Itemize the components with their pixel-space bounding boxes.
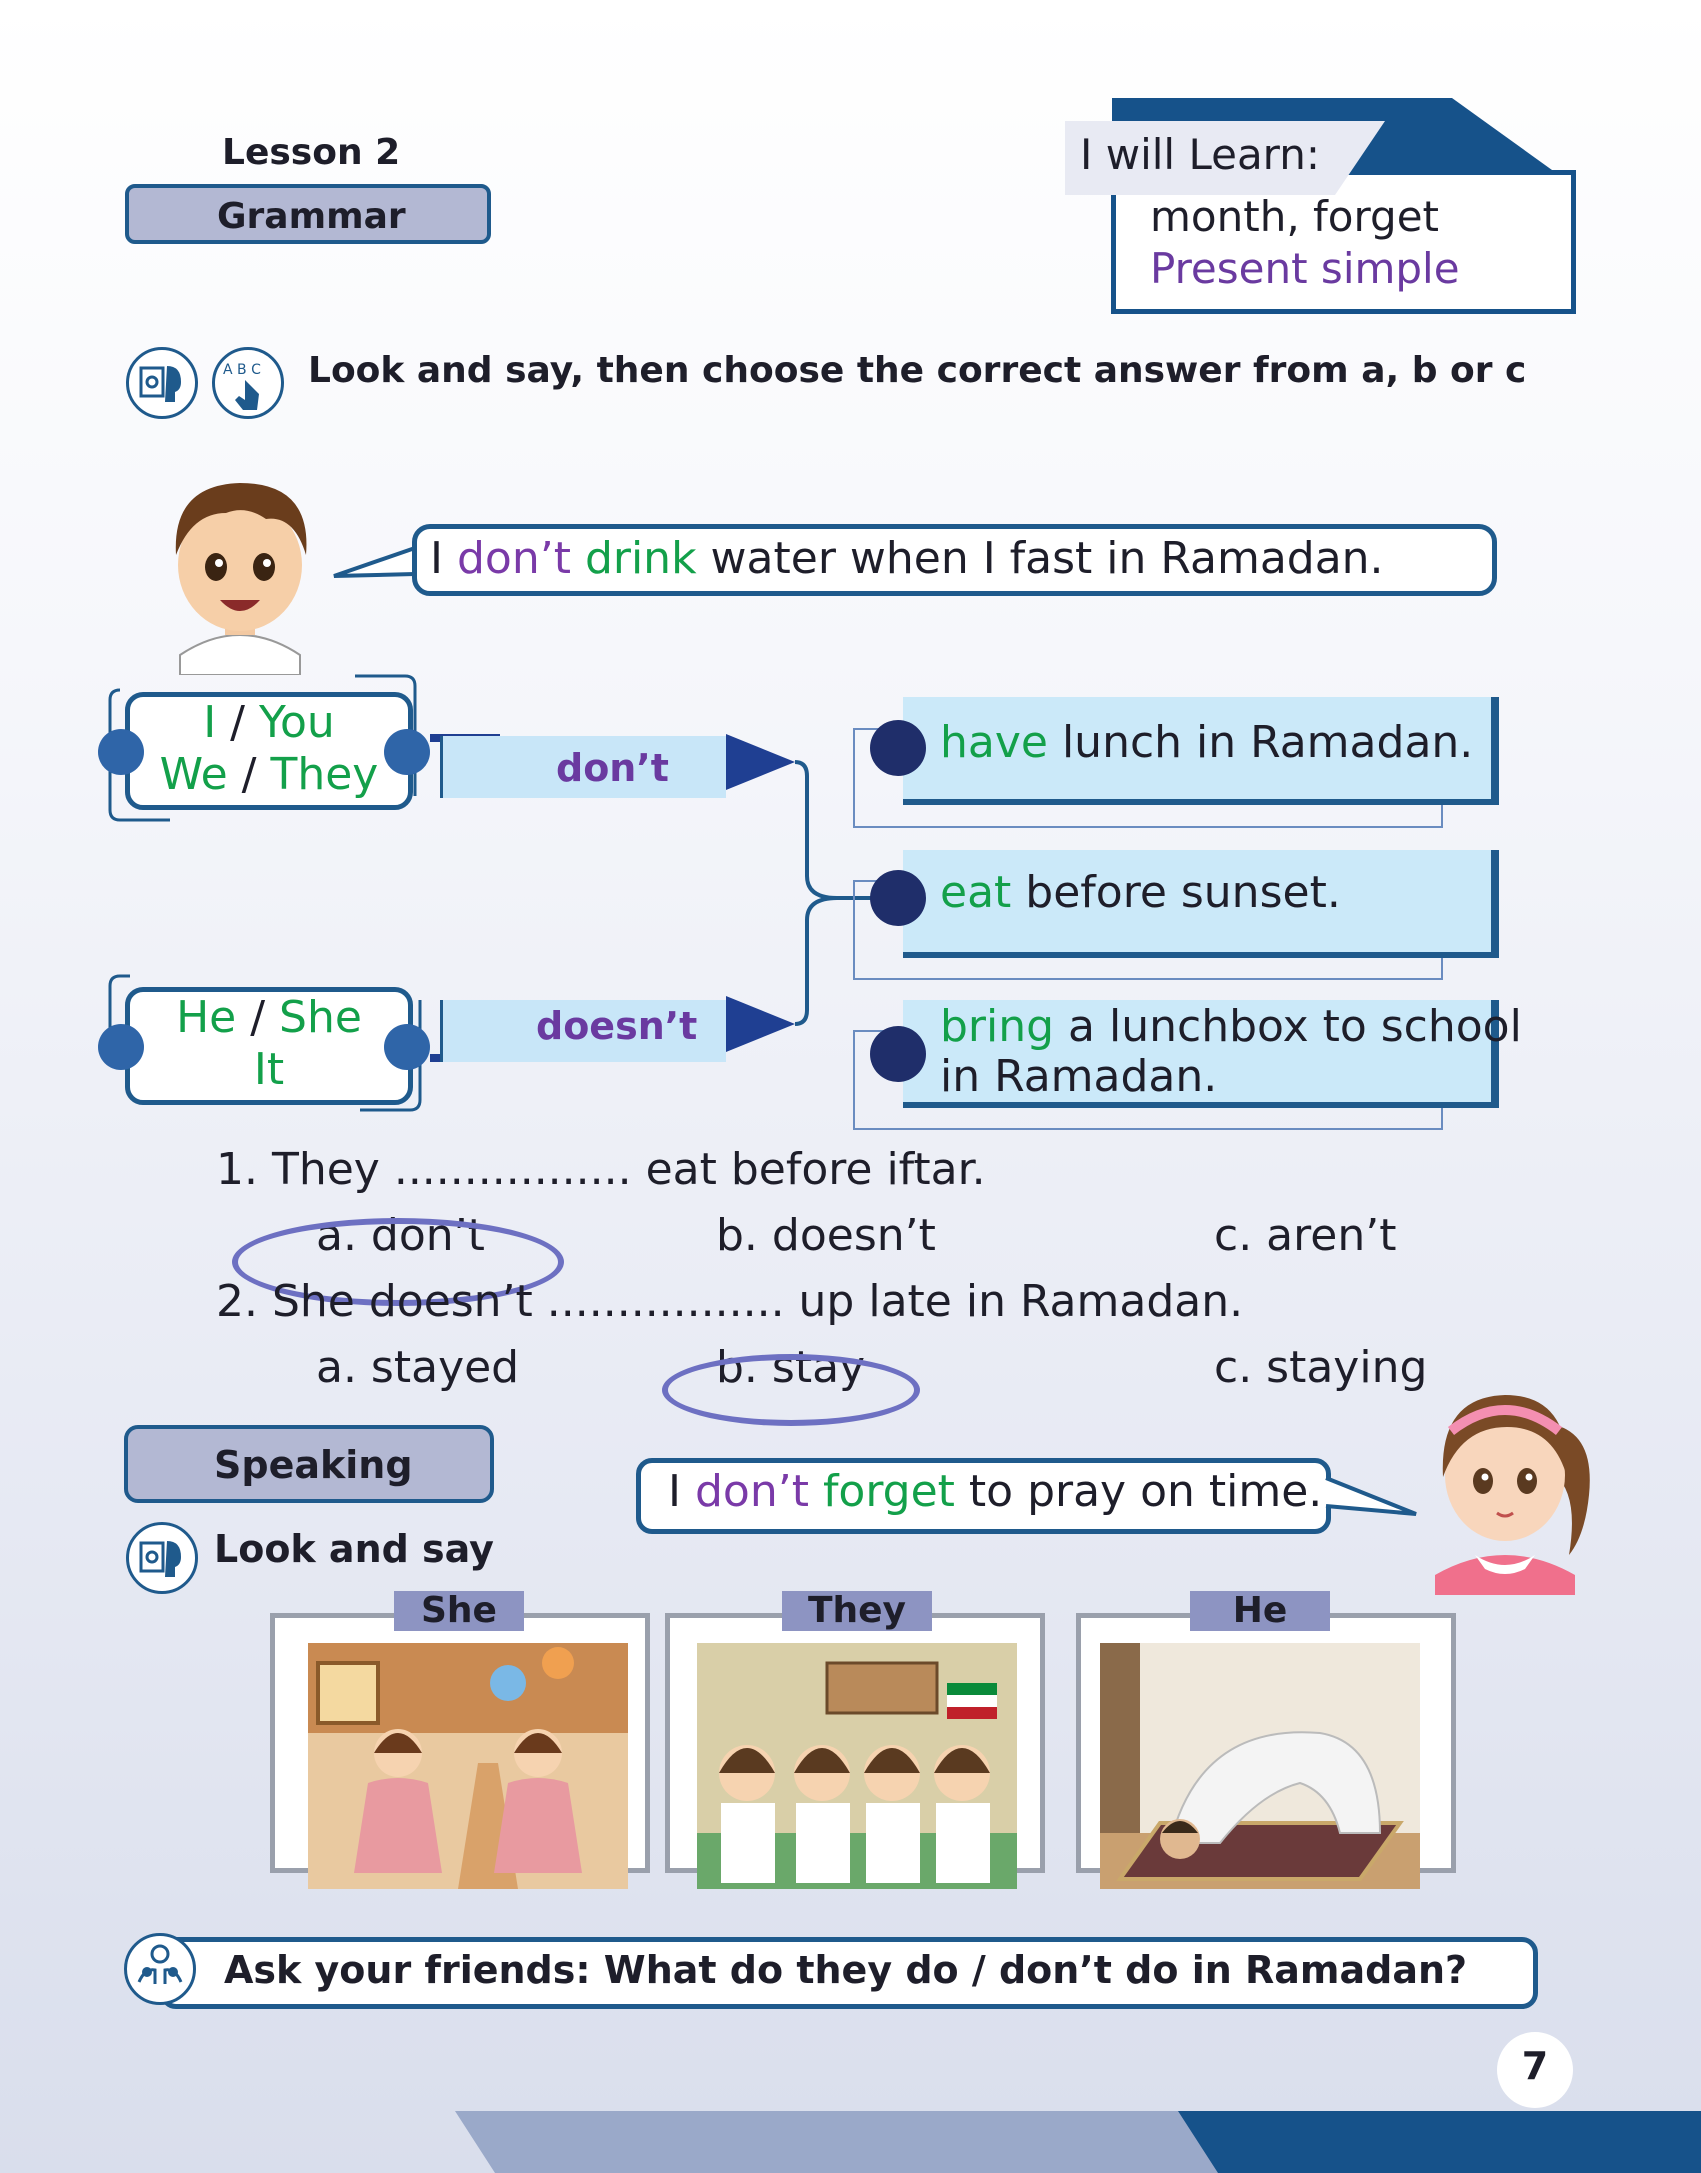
speaking-section-tab <box>124 1425 494 1503</box>
answer-verb: eat <box>940 867 1012 918</box>
girl-speech-text <box>668 1466 1322 1517</box>
answer-line2: in Ramadan. <box>940 1051 1218 1102</box>
dont-label: don’t <box>556 746 669 790</box>
learn-grammar: Present simple <box>1150 244 1460 293</box>
discussion-icon <box>124 1933 196 2005</box>
speech-pre: I <box>668 1466 695 1517</box>
speech-post: water when I fast in Ramadan. <box>696 533 1384 584</box>
connector-dot <box>98 1024 144 1070</box>
connector-dot <box>384 729 430 775</box>
connector-dot <box>98 729 144 775</box>
speech-post: to pray on time. <box>954 1466 1323 1517</box>
answer-text-3 <box>940 1002 1522 1102</box>
page-number: 7 <box>1521 2044 1549 2088</box>
answer-verb: have <box>940 717 1048 768</box>
girl-illustration <box>1405 1365 1605 1595</box>
photo-girls-walking <box>308 1643 628 1889</box>
footer-band-dark <box>1178 2111 1701 2173</box>
question-1-stem: 1. They ................. eat before iftar. <box>216 1144 986 1195</box>
speech-pre: I <box>430 533 457 584</box>
learn-title: I will Learn: <box>1080 130 1320 179</box>
answer-dot <box>870 1026 926 1082</box>
answer-text-2 <box>940 868 1341 918</box>
subject-you: You <box>258 697 335 748</box>
look-say-icon <box>126 1522 198 1594</box>
subject-i: I <box>203 697 217 748</box>
answer-verb: bring <box>940 1001 1055 1052</box>
photo-label-they: They <box>782 1591 932 1631</box>
subject-it: It <box>253 1044 285 1095</box>
subject-they: They <box>270 749 379 800</box>
speech-negative: don’t <box>456 533 571 584</box>
answer-circle-2 <box>662 1354 920 1426</box>
subject-box-plural <box>125 692 413 810</box>
question-1-option-c[interactable]: c. aren’t <box>1214 1210 1397 1261</box>
subject-sep: / <box>236 992 280 1043</box>
photo-man-praying <box>1100 1643 1420 1889</box>
question-2-option-b[interactable]: b. stay <box>716 1342 866 1393</box>
subject-he: He <box>176 992 237 1043</box>
ask-friends-prompt: Ask your friends: What do they do / don’t do in Ramadan? <box>224 1948 1468 1992</box>
subject-box-singular <box>125 987 413 1105</box>
answer-dot <box>870 720 926 776</box>
doesnt-label: doesn’t <box>536 1004 698 1048</box>
connector-dot <box>384 1024 430 1070</box>
photo-boys-praying <box>697 1643 1017 1889</box>
subject-sep: / <box>216 697 259 748</box>
speech-verb: drink <box>570 533 697 584</box>
question-2-stem: 2. She doesn’t ................. up late in Ramadan. <box>216 1276 1244 1327</box>
question-1-option-a[interactable]: a. don’t <box>316 1210 485 1261</box>
photo-label-he: He <box>1190 1591 1330 1631</box>
question-1-option-b[interactable]: b. doesn’t <box>716 1210 936 1261</box>
question-2-option-c[interactable]: c. staying <box>1214 1342 1428 1393</box>
subject-she: She <box>279 992 362 1043</box>
lesson-number: Lesson 2 <box>222 132 401 173</box>
svg-text:A B C: A B C <box>223 362 261 378</box>
subject-sep: / <box>227 749 271 800</box>
speaking-instruction: Look and say <box>214 1527 494 1571</box>
answer-dot <box>870 870 926 926</box>
speech-negative: don’t <box>694 1466 809 1517</box>
answer-text-1 <box>940 718 1473 768</box>
speech-verb: forget <box>808 1466 955 1517</box>
subject-we: We <box>159 749 228 800</box>
answer-rest: lunch in Ramadan. <box>1047 717 1474 768</box>
photo-label-she: She <box>394 1591 524 1631</box>
grammar-label: Grammar <box>217 196 406 237</box>
learn-words: month, forget <box>1150 192 1439 241</box>
exercise-instruction: Look and say, then choose the correct answer from a, b or c <box>308 350 1527 391</box>
speaking-label: Speaking <box>214 1443 413 1487</box>
answer-rest: before sunset. <box>1011 867 1341 918</box>
question-2-option-a[interactable]: a. stayed <box>316 1342 520 1393</box>
answer-rest: a lunchbox to school <box>1054 1001 1522 1052</box>
